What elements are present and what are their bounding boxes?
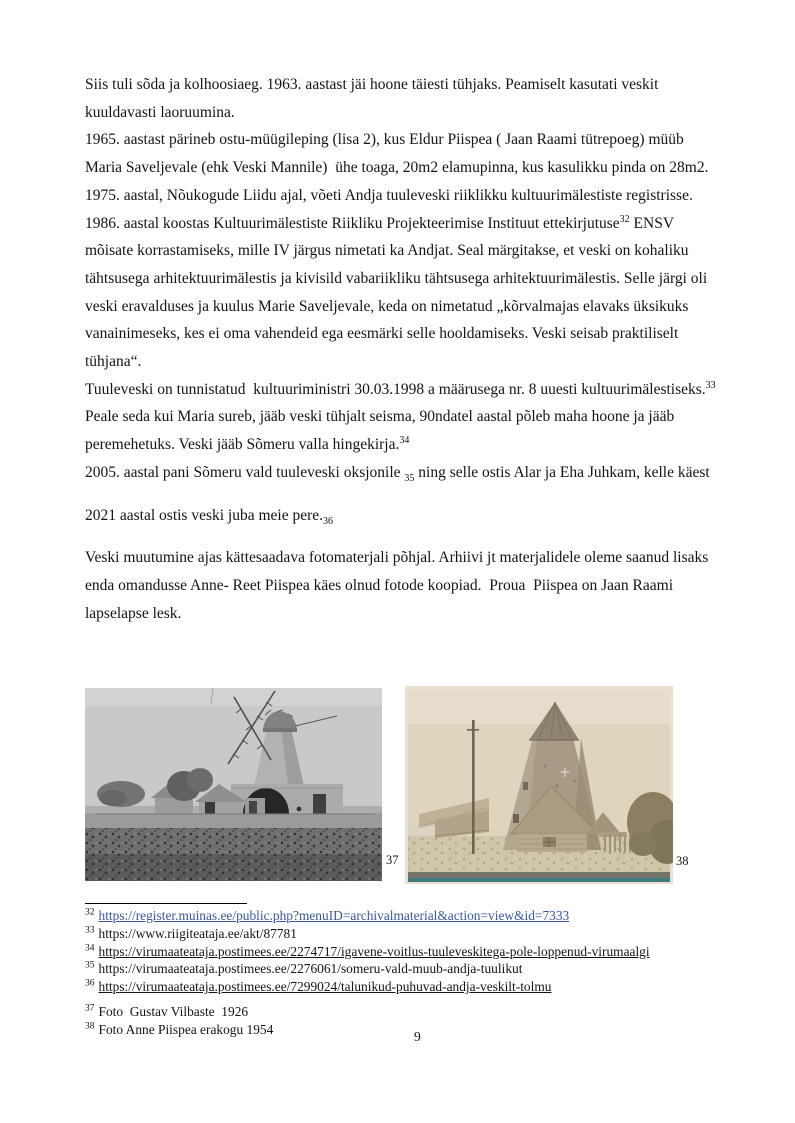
footnote xyxy=(85,1021,730,1039)
text-run: 1975. aastal, Nõukogude Liidu ajal, võeti Andja tuuleveski riiklikku kultuurimälestiste registrisse. xyxy=(85,186,693,204)
footnote-number: 38 xyxy=(85,1021,95,1032)
paragraph xyxy=(85,403,717,458)
footnote-number: 34 xyxy=(85,943,95,954)
footnote-marker: 35 xyxy=(404,472,415,484)
text-run: 2021 aastal ostis veski juba meie pere. xyxy=(85,506,324,524)
footnote-number: 35 xyxy=(85,960,95,971)
footnote-text: https://virumaateataja.postimees.ee/2276061/someru-vald-muub-andja-tuulikut xyxy=(98,961,523,977)
photo-windmill-1954 xyxy=(405,686,673,884)
footnote-text: Foto Gustav Vilbaste 1926 xyxy=(98,1003,249,1019)
text-run: ning selle ostis Alar ja Eha Juhkam, kelle käest xyxy=(414,463,710,481)
paragraph xyxy=(85,71,717,126)
footnote-link[interactable]: https://register.muinas.ee/public.php?menuID=archivalmaterial&action=view&id=7333 xyxy=(98,908,570,923)
body-text xyxy=(85,71,717,627)
footnote-number: 32 xyxy=(85,907,95,918)
footnotes xyxy=(85,907,730,1039)
footnote xyxy=(85,960,730,978)
footnote xyxy=(85,943,730,961)
footnote-link[interactable]: https://virumaateataja.postimees.ee/7299024/talunikud-puhuvad-andja-veskilt-tolmu xyxy=(98,979,552,995)
text-run: Tuuleveski on tunnistatud kultuuriministri 30.03.1998 a määrusega nr. 8 uuesti kultuurimälestiseks. xyxy=(85,380,706,398)
text-run: Veski muutumine ajas kättesaadava fotomaterjali põhjal. Arhiivi jt materjalidele oleme saanud lisaks enda omandusse Anne- Reet Piispea käes olnud fotode koopiad. Proua Piispea on Jaan Raami lapselapse lesk. xyxy=(85,549,713,622)
footnote-text: Foto Anne Piispea erakogu 1954 xyxy=(98,1021,274,1037)
footnote xyxy=(85,978,730,996)
footnote xyxy=(85,1003,730,1021)
footnote-text: https://www.riigiteataja.ee/akt/87781 xyxy=(98,925,297,941)
footnote-separator xyxy=(85,903,247,904)
page-number: 9 xyxy=(414,1029,421,1044)
photo-number-38: 38 xyxy=(676,854,689,868)
footnote-marker: 36 xyxy=(323,515,334,527)
text-run: Siis tuli sõda ja kolhoosiaeg. 1963. aastast jäi hoone täiesti tühjaks. Peamiselt kasutati veskit kuuldavasti laoruumina. xyxy=(85,76,663,121)
photo-windmill-1926 xyxy=(85,688,382,881)
photo-windmill-1954-art xyxy=(405,686,673,884)
text-run: 1986. aastal koostas Kultuurimälestiste Riikliku Projekteerimise Instituut ettekirjutuse xyxy=(85,214,620,232)
photo-windmill-1926-art xyxy=(85,688,382,881)
paragraph xyxy=(85,459,717,487)
text-run: 2005. aastal pani Sõmeru vald tuuleveski oksjonile xyxy=(85,463,405,481)
paragraph xyxy=(85,126,717,181)
footnote-marker: 33 xyxy=(705,379,716,391)
paragraph xyxy=(85,210,717,376)
paragraph xyxy=(85,376,717,404)
text-run: 1965. aastast pärineb ostu-müügileping (lisa 2), kus Eldur Piispea ( Jaan Raami tütrepoeg) müüb Maria Saveljevale (ehk Veski Mannile) ühe toaga, 20m2 elamupinna, kus kasulikku pinda on 28m2. xyxy=(85,131,709,177)
footnote-marker: 34 xyxy=(399,434,410,446)
text-run: Peale seda kui Maria sureb, jääb veski tühjalt seisma, 90ndatel aastal põleb maha hoone ja jääb peremehetuks. Veski jääb Sõmeru valla hingekirja. xyxy=(85,408,679,454)
photo-number-37: 37 xyxy=(386,853,399,867)
paragraph xyxy=(85,502,717,530)
footnote xyxy=(85,925,730,943)
paragraph xyxy=(85,182,717,210)
footnote-marker: 32 xyxy=(619,213,630,225)
footnote-number: 36 xyxy=(85,978,95,989)
footnote-number: 33 xyxy=(85,925,95,936)
footnote-number: 37 xyxy=(85,1003,95,1014)
footnote-link[interactable]: https://virumaateataja.postimees.ee/2274717/igavene-voitlus-tuuleveskitega-pole-loppenud-virumaalgi xyxy=(98,943,650,959)
paragraph xyxy=(85,544,717,627)
text-run: ENSV mõisate korrastamiseks, mille IV järgus nimetati ka Andjat. Seal märgitakse, et veski on kohaliku tähtsusega arhitektuurimälestis ja kivisild vabariikliku tähtsusega arhitektuurimälestis. Selle järgi oli veski eravalduses ja kuulus Marie Saveljevale, keda on nimetatud „kõrvalmajas elavaks üksikuks vanainimeseks, kes ei oma vahendeid ega eesmärki selle hooldamiseks. Veski seisab praktiliselt tühjana“. xyxy=(85,214,712,371)
footnote xyxy=(85,907,730,925)
